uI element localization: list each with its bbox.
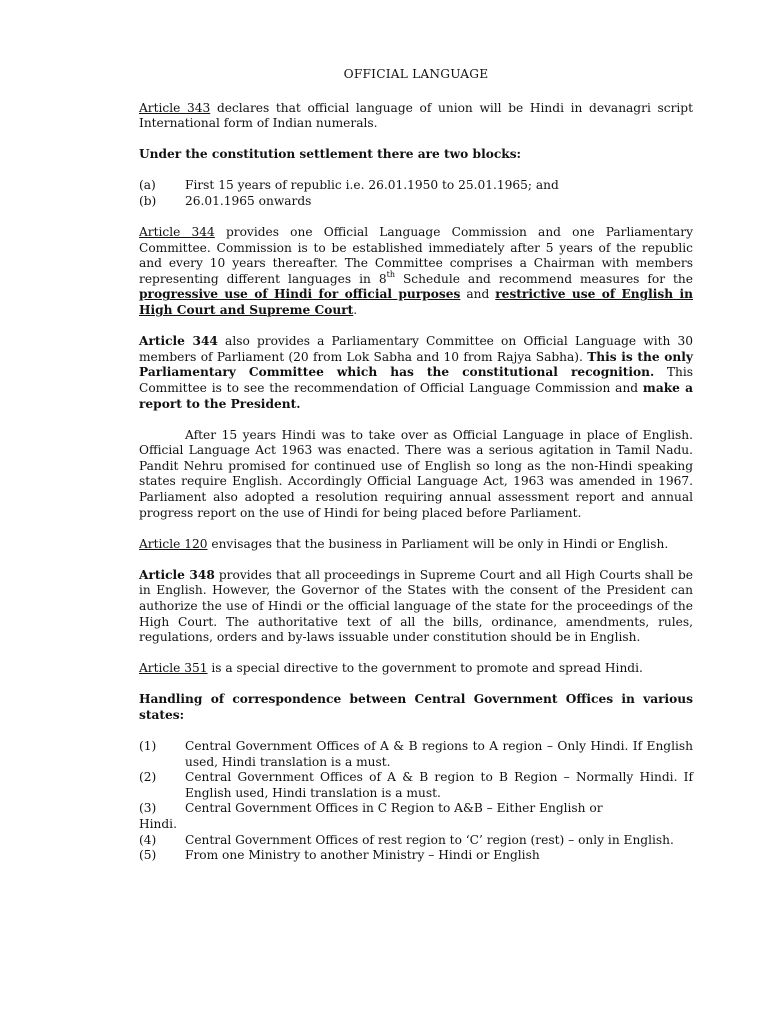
- list-item-continuation: Hindi.: [139, 816, 177, 831]
- article-343-paragraph: Article 343 declares that official language of union will be Hindi in devanagri script International form of Indian numerals.: [139, 100, 693, 131]
- list-item: (4) Central Government Offices of rest region to ‘C’ region (rest) – only in English.: [139, 832, 674, 847]
- page-title: OFFICIAL LANGUAGE: [343, 67, 489, 81]
- list-item: (b) 26.01.1965 onwards: [139, 193, 312, 208]
- list-item: (5) From one Ministry to another Ministry – Hindi or English: [139, 848, 540, 863]
- list-item: (3) Central Government Offices in C Region to A&B – Either English or: [139, 801, 603, 816]
- article-344-paragraph: Article 344 provides one Official Language Commission and one Parliamentary Committee. Commission is to be established immediately after 5 years of the republic and every 10 years thereafter. The Committee comprises a Chairman with members representing different languages in 8th Schedule and recommend measures for the progressive use of Hindi for official purposes and restrictive use of English in High Court and Supreme Court.: [139, 225, 694, 318]
- article-344-bold-label: Article 344: [139, 334, 218, 349]
- article-344-committee-paragraph: Article 344 also provides a Parliamentary Committee on Official Language with 30 members of Parliament (20 from Lok Sabha and 10 from Rajya Sabha). This is the only Parliamentary Committee which has the constitutional recognition. This Committee is to see the recommendation of Official Language Commission and make a report to the President.: [139, 334, 693, 411]
- document-page: [139, 62, 693, 864]
- progressive-use-phrase: progressive use of Hindi for official purposes: [139, 287, 461, 302]
- blocks-heading: Under the constitution settlement there are two blocks:: [139, 147, 522, 162]
- article-120-label: Article 120: [139, 536, 208, 551]
- list-item: (1) Central Government Offices of A & B regions to A region – Only Hindi. If English used, Hindi translation is a must.: [139, 739, 693, 769]
- article-343-label: Article 343: [139, 100, 211, 115]
- list-item: (a) First 15 years of republic i.e. 26.01.1950 to 25.01.1965; and: [139, 178, 559, 193]
- article-351-paragraph: Article 351 is a special directive to the government to promote and spread Hindi.: [139, 661, 643, 676]
- restrictive-use-phrase: restrictive use of English in High Court and Supreme Court: [139, 287, 694, 318]
- article-344-label: Article 344: [139, 225, 215, 240]
- article-348-label: Article 348: [139, 567, 215, 582]
- history-paragraph: After 15 years Hindi was to take over as Official Language in place of English. Official Language Act 1963 was enacted. There was a serious agitation in Tamil Nadu. Pandit Nehru promised for continued use of English so long as the non-Hindi speaking states require English. Accordingly Official Language Act, 1963 was amended in 1967. Parliament also adopted a resolution requiring annual assessment report and annual progress report on the use of Hindi for being placed before Parliament.: [139, 427, 693, 520]
- handling-heading: Handling of correspondence between Central Government Offices in various states:: [139, 692, 693, 722]
- article-351-label: Article 351: [139, 661, 208, 676]
- article-120-paragraph: Article 120 envisages that the business in Parliament will be only in Hindi or English.: [139, 536, 669, 551]
- list-item: (2) Central Government Offices of A & B region to B Region – Normally Hindi. If English used, Hindi translation is a must.: [139, 770, 693, 800]
- article-348-paragraph: Article 348 provides that all proceedings in Supreme Court and all High Courts shall be in English. However, the Governor of the States with the consent of the President can authorize the use of Hindi or the official language of the state for the proceedings of the High Court. The authoritative text of all the bills, ordinance, amendments, rules, regulations, orders and by-laws issuable under constitution should be in English.: [139, 567, 693, 645]
